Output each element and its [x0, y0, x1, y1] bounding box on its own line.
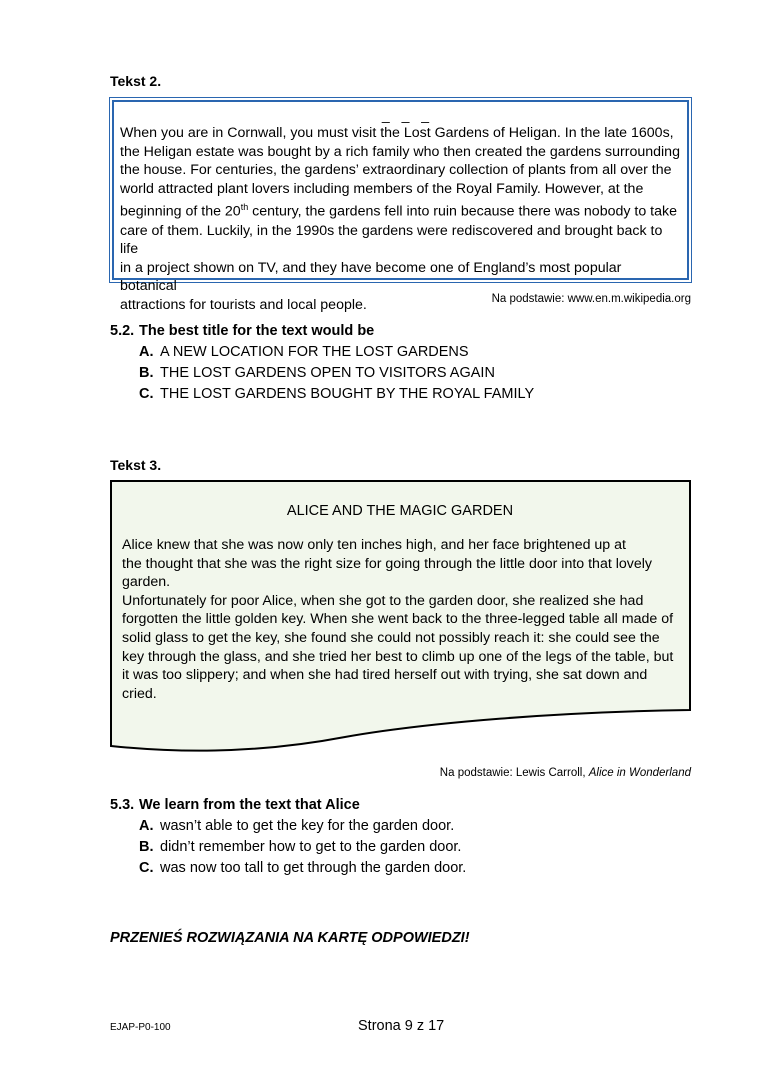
text2-title-gap: _ _ _	[381, 107, 434, 123]
option-letter: C.	[139, 860, 154, 876]
text2-line: the house. For centuries, the gardens’ extraordinary collection of plants from all over the	[120, 162, 672, 179]
text2-line5-sup: th	[240, 202, 249, 213]
transfer-answers-note: PRZENIEŚ ROZWIĄZANIA NA KARTĘ ODPOWIEDZI!	[110, 930, 470, 946]
text3-line: the thought that she was the right size for going through the little door into that lovely	[122, 555, 652, 572]
option-text: was now too tall to get through the garden door.	[160, 860, 467, 876]
text2-line: attractions for tourists and local people.	[120, 297, 367, 314]
text3-line: it was too slippery; and when she had tired herself out with trying, she sat down and	[122, 667, 648, 684]
text2-line: the Heligan estate was bought by a rich family who then created the gardens surrounding	[120, 143, 680, 160]
text2-source: Na podstawie: www.en.m.wikipedia.org	[491, 293, 691, 305]
option-letter: B.	[139, 365, 154, 381]
text2-line: world attracted plant lovers including members of the Royal Family. However, at the	[120, 180, 644, 197]
text3-line: solid glass to get the key, she found she could not possibly reach it: she could see the	[122, 629, 660, 646]
text2-line: care of them. Luckily, in the 1990s the gardens were rediscovered and brought back to life	[120, 222, 663, 258]
text2-line: in a project shown on TV, and they have become one of England’s most popular botanical	[120, 259, 622, 295]
question-text: We learn from the text that Alice	[139, 797, 360, 813]
question-5-3	[110, 797, 360, 813]
question-number: 5.3.	[110, 797, 135, 813]
text3-label: Tekst 3.	[110, 457, 162, 473]
text3-title: ALICE AND THE MAGIC GARDEN	[286, 503, 514, 519]
text3-source-prefix: Na podstawie: Lewis Carroll,	[439, 767, 589, 779]
text2-line5-start: beginning of the 20	[120, 204, 241, 221]
page-number: Strona 9 z 17	[358, 1018, 445, 1034]
text3-line: Unfortunately for poor Alice, when she got to the garden door, she realized she had	[122, 592, 644, 609]
text3-source-title: Alice in Wonderland	[588, 767, 691, 779]
text3-line: garden.	[122, 574, 171, 591]
text3-line: key through the glass, and she tried her best to climb up one of the legs of the table, but	[122, 648, 674, 665]
option-letter: C.	[139, 386, 154, 402]
option-text: THE LOST GARDENS OPEN TO VISITORS AGAIN	[160, 365, 495, 381]
question-text: The best title for the text would be	[139, 323, 375, 339]
text3-line: Alice knew that she was now only ten inches high, and her face brightened up at	[122, 537, 626, 553]
option-text: wasn’t able to get the key for the garden door.	[160, 818, 455, 834]
text3-line: cried.	[122, 685, 157, 702]
exam-code: EJAP-P0-100	[110, 1022, 171, 1033]
option-text: A NEW LOCATION FOR THE LOST GARDENS	[160, 344, 469, 360]
text3-body	[122, 536, 682, 703]
option-letter: A.	[139, 818, 154, 834]
text3-source	[440, 767, 691, 779]
text2-line5-end: century, the gardens fell into ruin because there was nobody to take	[248, 204, 677, 221]
text3-line: forgotten the little golden key. When she went back to the three-legged table all made of	[122, 611, 674, 628]
option-text: THE LOST GARDENS BOUGHT BY THE ROYAL FAMILY	[160, 386, 535, 402]
answer-option-b[interactable]	[139, 839, 461, 855]
option-letter: A.	[139, 344, 154, 360]
option-text: didn’t remember how to get to the garden door.	[160, 839, 462, 855]
question-number: 5.2.	[110, 323, 135, 339]
answer-option-c[interactable]	[139, 860, 466, 876]
text2-line: When you are in Cornwall, you must visit the Lost Gardens of Heligan. In the late 1600s,	[120, 125, 674, 141]
option-letter: B.	[139, 839, 154, 855]
answer-option-a[interactable]	[139, 818, 454, 834]
text2-label: Tekst 2.	[110, 73, 162, 89]
